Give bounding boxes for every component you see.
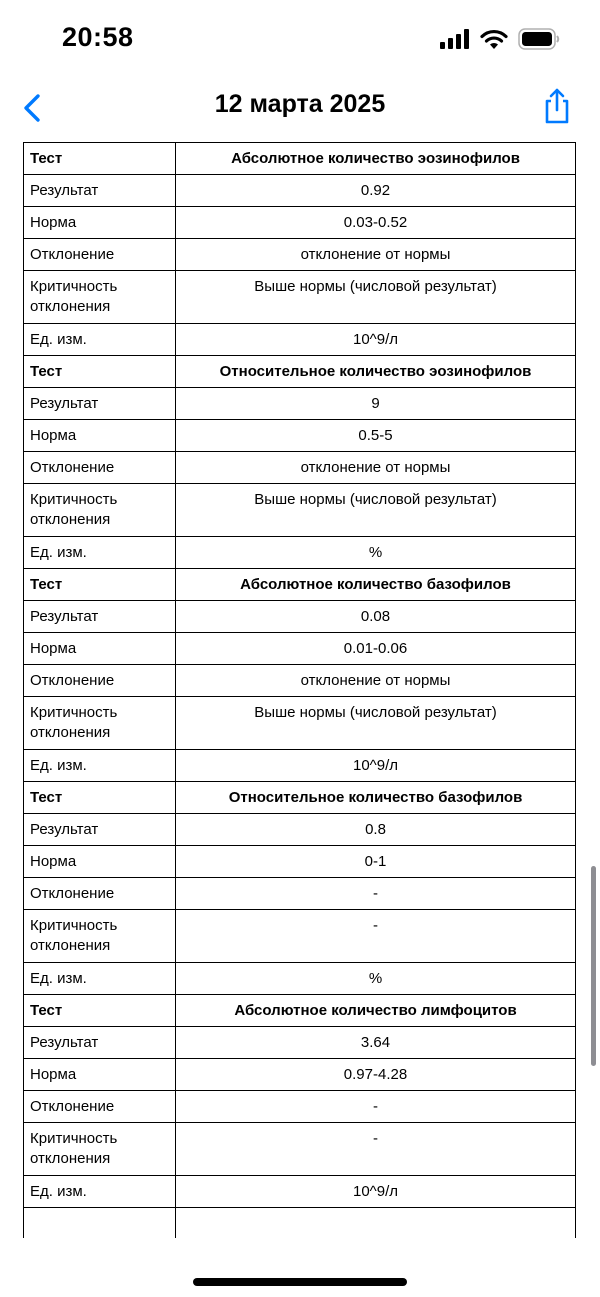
- row-label: Результат: [24, 388, 176, 420]
- unit-value: %: [176, 537, 576, 569]
- table-row-result: [24, 175, 576, 207]
- row-label: Ед. изм.: [24, 324, 176, 356]
- table-row-deviation: [24, 1091, 576, 1123]
- results-scroll-area[interactable]: [23, 142, 577, 1244]
- table-row-criticality: [24, 1123, 576, 1176]
- test-name: Абсолютное количество эозинофилов: [176, 143, 576, 175]
- share-icon: [540, 86, 574, 126]
- battery-icon: [518, 28, 560, 50]
- row-label: Отклонение: [24, 239, 176, 271]
- home-indicator[interactable]: [193, 1278, 407, 1286]
- test-name: Относительное количество базофилов: [176, 782, 576, 814]
- unit-value: 10^9/л: [176, 324, 576, 356]
- page-title: 12 марта 2025: [214, 90, 386, 118]
- norm-value: 0.03-0.52: [176, 207, 576, 239]
- row-label: Норма: [24, 846, 176, 878]
- scrollbar[interactable]: [591, 866, 596, 1066]
- table-row-unit: [24, 537, 576, 569]
- result-value: 3.64: [176, 1027, 576, 1059]
- row-label: Тест: [24, 356, 176, 388]
- table-row-test: [24, 569, 576, 601]
- row-label: Критичность отклонения: [24, 484, 176, 537]
- deviation-value: -: [176, 878, 576, 910]
- table-row-deviation: [24, 452, 576, 484]
- table-row-result: [24, 601, 576, 633]
- norm-value: 0.97-4.28: [176, 1059, 576, 1091]
- share-button[interactable]: [540, 86, 574, 126]
- criticality-value: Выше нормы (числовой результат): [176, 697, 576, 750]
- table-row-unit: [24, 750, 576, 782]
- table-row-unit: [24, 1176, 576, 1208]
- table-row-unit: [24, 324, 576, 356]
- table-row-result: [24, 388, 576, 420]
- table-row-criticality: [24, 484, 576, 537]
- table-row-criticality: [24, 271, 576, 324]
- unit-value: 10^9/л: [176, 1176, 576, 1208]
- table-row-norm: [24, 846, 576, 878]
- criticality-value: Выше нормы (числовой результат): [176, 484, 576, 537]
- table-row-result: [24, 814, 576, 846]
- table-row-partial: [24, 1208, 576, 1239]
- table-row-deviation: [24, 878, 576, 910]
- row-label: Норма: [24, 1059, 176, 1091]
- row-label: Критичность отклонения: [24, 697, 176, 750]
- row-label: Тест: [24, 995, 176, 1027]
- table-row-norm: [24, 420, 576, 452]
- row-label: Отклонение: [24, 878, 176, 910]
- row-label: Тест: [24, 569, 176, 601]
- test-name: Относительное количество эозинофилов: [176, 356, 576, 388]
- table-row-deviation: [24, 665, 576, 697]
- table-row-criticality: [24, 697, 576, 750]
- table-row-test: [24, 995, 576, 1027]
- table-row-unit: [24, 963, 576, 995]
- row-label: Ед. изм.: [24, 1176, 176, 1208]
- row-label: Тест: [24, 143, 176, 175]
- criticality-value: -: [176, 910, 576, 963]
- nav-bar: [0, 80, 600, 136]
- deviation-value: отклонение от нормы: [176, 665, 576, 697]
- norm-value: 0-1: [176, 846, 576, 878]
- unit-value: %: [176, 963, 576, 995]
- table-row-norm: [24, 633, 576, 665]
- result-value: 0.08: [176, 601, 576, 633]
- results-table: [23, 142, 576, 1238]
- table-row-deviation: [24, 239, 576, 271]
- row-label: Отклонение: [24, 452, 176, 484]
- norm-value: 0.01-0.06: [176, 633, 576, 665]
- cellular-signal-icon: [440, 29, 470, 49]
- norm-value: 0.5-5: [176, 420, 576, 452]
- row-label: Результат: [24, 175, 176, 207]
- result-value: 9: [176, 388, 576, 420]
- row-label: Результат: [24, 814, 176, 846]
- table-row-norm: [24, 1059, 576, 1091]
- row-label: Результат: [24, 1027, 176, 1059]
- status-icons: [440, 28, 560, 50]
- wifi-icon: [480, 29, 508, 49]
- row-label: Ед. изм.: [24, 537, 176, 569]
- row-label: Ед. изм.: [24, 750, 176, 782]
- table-row-test: [24, 143, 576, 175]
- table-row-result: [24, 1027, 576, 1059]
- result-value: 0.8: [176, 814, 576, 846]
- criticality-value: -: [176, 1123, 576, 1176]
- row-label: Критичность отклонения: [24, 1123, 176, 1176]
- test-name: Абсолютное количество лимфоцитов: [176, 995, 576, 1027]
- table-row-test: [24, 782, 576, 814]
- deviation-value: отклонение от нормы: [176, 239, 576, 271]
- row-label: Норма: [24, 207, 176, 239]
- row-label: Ед. изм.: [24, 963, 176, 995]
- row-label: Отклонение: [24, 665, 176, 697]
- criticality-value: Выше нормы (числовой результат): [176, 271, 576, 324]
- row-label: Критичность отклонения: [24, 910, 176, 963]
- status-bar: [0, 0, 600, 80]
- row-label: Тест: [24, 782, 176, 814]
- result-value: 0.92: [176, 175, 576, 207]
- row-label: Норма: [24, 420, 176, 452]
- row-label: Отклонение: [24, 1091, 176, 1123]
- status-time: 20:58: [62, 22, 134, 52]
- unit-value: 10^9/л: [176, 750, 576, 782]
- table-row-test: [24, 356, 576, 388]
- deviation-value: -: [176, 1091, 576, 1123]
- table-row-norm: [24, 207, 576, 239]
- row-label: Критичность отклонения: [24, 271, 176, 324]
- row-label: Результат: [24, 601, 176, 633]
- deviation-value: отклонение от нормы: [176, 452, 576, 484]
- table-row-criticality: [24, 910, 576, 963]
- row-label: Норма: [24, 633, 176, 665]
- test-name: Абсолютное количество базофилов: [176, 569, 576, 601]
